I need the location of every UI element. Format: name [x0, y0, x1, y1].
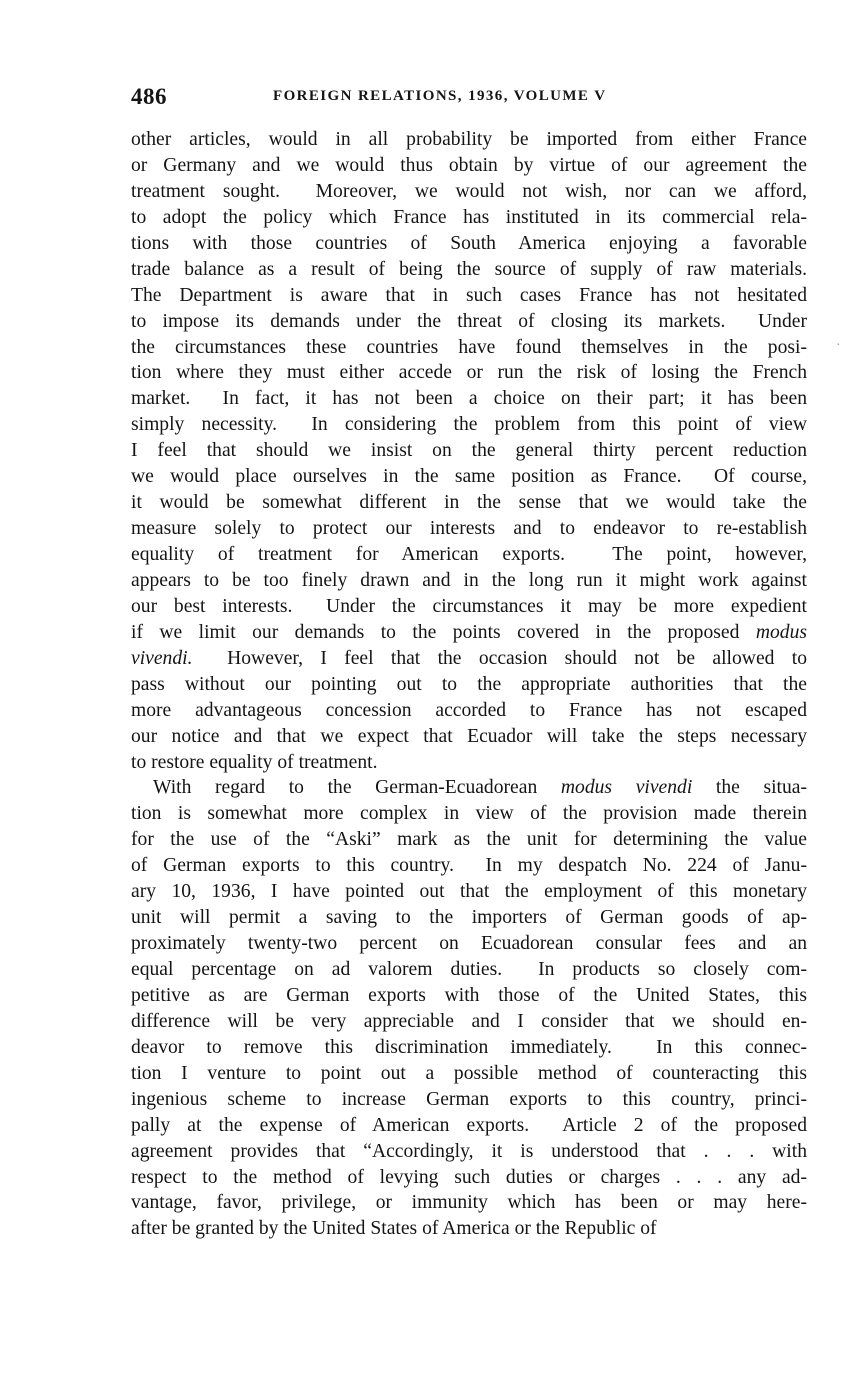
text-run: pass without our pointing out to the appropriate authorities that the [131, 673, 807, 695]
text-run: ingenious scheme to increase German exports to this country, princi- [131, 1088, 807, 1110]
text-run: petitive as are German exports with those of the United States, this [131, 984, 807, 1006]
text-line [131, 283, 807, 309]
text-line [131, 1035, 807, 1061]
text-line [131, 257, 807, 283]
italic-text: modus [755, 621, 807, 643]
text-run: With regard to the German-Ecuadorean [153, 777, 561, 799]
text-run: tion is somewhat more complex in view of the provision made therein [131, 803, 807, 825]
text-run: difference will be very appreciable and I consider that we should en- [131, 1010, 807, 1032]
text-run: equality of treatment for American exports. The point, however, [131, 544, 807, 565]
text-line [131, 646, 807, 672]
text-line [131, 1061, 807, 1087]
text-line [131, 335, 807, 361]
text-line [131, 879, 807, 905]
text-line [131, 179, 807, 205]
text-run: proximately twenty-two percent on Ecuadorean consular fees and an [131, 933, 807, 955]
text-line [131, 827, 807, 853]
text-run: to adopt the policy which France has instituted in its commercial rela- [131, 206, 807, 228]
running-title: FOREIGN RELATIONS, 1936, VOLUME V [273, 88, 607, 104]
text-line [131, 672, 807, 698]
text-run: simply necessity. In considering the problem from this point of view [131, 414, 807, 436]
text-line [131, 1165, 807, 1191]
text-run: treatment sought. Moreover, we would not wish, nor can we afford, [131, 180, 807, 202]
text-run: tion where they must either accede or run the risk of losing the French [131, 362, 807, 384]
text-run: the situa- [692, 777, 808, 799]
text-run: if we limit our demands to the points covered in the proposed [131, 621, 756, 643]
text-run: for the use of the “Aski” mark as the unit for determining the value [131, 829, 807, 851]
text-line [131, 1087, 807, 1113]
text-run: more advantageous concession accorded to France has not escaped [131, 699, 807, 721]
text-line [131, 724, 807, 750]
text-run: However, I feel that the occasion should not be allowed to [192, 647, 807, 669]
text-line [131, 775, 807, 801]
page-number: 486 [131, 84, 167, 109]
text-line [131, 1216, 807, 1242]
text-run: unit will permit a saving to the importers of German goods of ap- [131, 907, 807, 929]
text-run: it would be somewhat different in the sense that we would take the [131, 492, 807, 514]
text-line [131, 931, 807, 957]
text-line [131, 983, 807, 1009]
italic-text: vivendi. [131, 647, 193, 669]
text-line [131, 568, 807, 594]
text-run: the circumstances these countries have found themselves in the posi- [131, 336, 807, 358]
text-run: vantage, favor, privilege, or immunity which has been or may here- [131, 1192, 807, 1214]
text-run: our best interests. Under the circumstances it may be more expedient [131, 595, 807, 617]
text-run: The Department is aware that in such cases France has not hesitated [131, 284, 807, 306]
paragraph [131, 127, 807, 775]
text-line [131, 127, 807, 153]
text-line [131, 309, 807, 335]
text-run: deavor to remove this discrimination immediately. In this connec- [131, 1036, 807, 1058]
text-line [131, 412, 807, 438]
text-line [131, 231, 807, 257]
text-run: ary 10, 1936, I have pointed out that the employment of this monetary [131, 881, 807, 903]
text-run: our notice and that we expect that Ecuador will take the steps necessary [131, 725, 807, 747]
text-line [131, 1009, 807, 1035]
text-run: appears to be too finely drawn and in the long run it might work against [131, 569, 807, 591]
body-text [131, 127, 807, 1242]
running-head [131, 84, 803, 114]
text-line [131, 438, 807, 464]
text-run: or Germany and we would thus obtain by virtue of our agreement the [131, 154, 807, 176]
text-run: after be granted by the United States of America or the Republic of [131, 1218, 657, 1240]
text-line [131, 594, 807, 620]
text-run: market. In fact, it has not been a choice on their part; it has been [131, 388, 807, 410]
text-line [131, 698, 807, 724]
text-line [131, 360, 807, 386]
text-run: tion I venture to point out a possible method of counteracting this [131, 1062, 807, 1084]
text-run: of German exports to this country. In my despatch No. 224 of Janu- [131, 855, 807, 877]
text-run: we would place ourselves in the same position as France. Of course, [131, 466, 807, 488]
margin-dot: · [836, 338, 841, 353]
text-run: equal percentage on ad valorem duties. In products so closely com- [131, 959, 807, 980]
text-line [131, 1113, 807, 1139]
text-run: trade balance as a result of being the source of supply of raw materials. [131, 258, 807, 280]
text-line [131, 542, 807, 568]
paragraph [131, 775, 807, 1242]
text-line [131, 490, 807, 516]
text-line [131, 905, 807, 931]
text-run: pally at the expense of American exports. Article 2 of the proposed [131, 1114, 807, 1136]
text-line [131, 516, 807, 542]
text-line [131, 1139, 807, 1165]
text-run: to impose its demands under the threat of closing its markets. Under [131, 310, 807, 332]
text-run: tions with those countries of South America enjoying a favorable [131, 232, 807, 254]
text-line [131, 957, 807, 983]
text-line [131, 205, 807, 231]
text-run: to restore equality of treatment. [131, 751, 378, 773]
text-run: I feel that should we insist on the general thirty percent reduction [131, 440, 807, 462]
italic-text: modus vivendi [560, 777, 693, 799]
text-run: other articles, would in all probability be imported from either France [131, 129, 807, 150]
text-line [131, 464, 807, 490]
text-line [131, 620, 807, 646]
text-line [131, 1190, 807, 1216]
text-line [131, 386, 807, 412]
text-run: agreement provides that “Accordingly, it is understood that . . . with [131, 1140, 807, 1162]
text-line [131, 153, 807, 179]
text-line [131, 853, 807, 879]
text-run: respect to the method of levying such duties or charges . . . any ad- [131, 1166, 807, 1188]
text-line [131, 750, 807, 776]
text-line [131, 801, 807, 827]
text-run: measure solely to protect our interests and to endeavor to re-establish [131, 518, 807, 540]
